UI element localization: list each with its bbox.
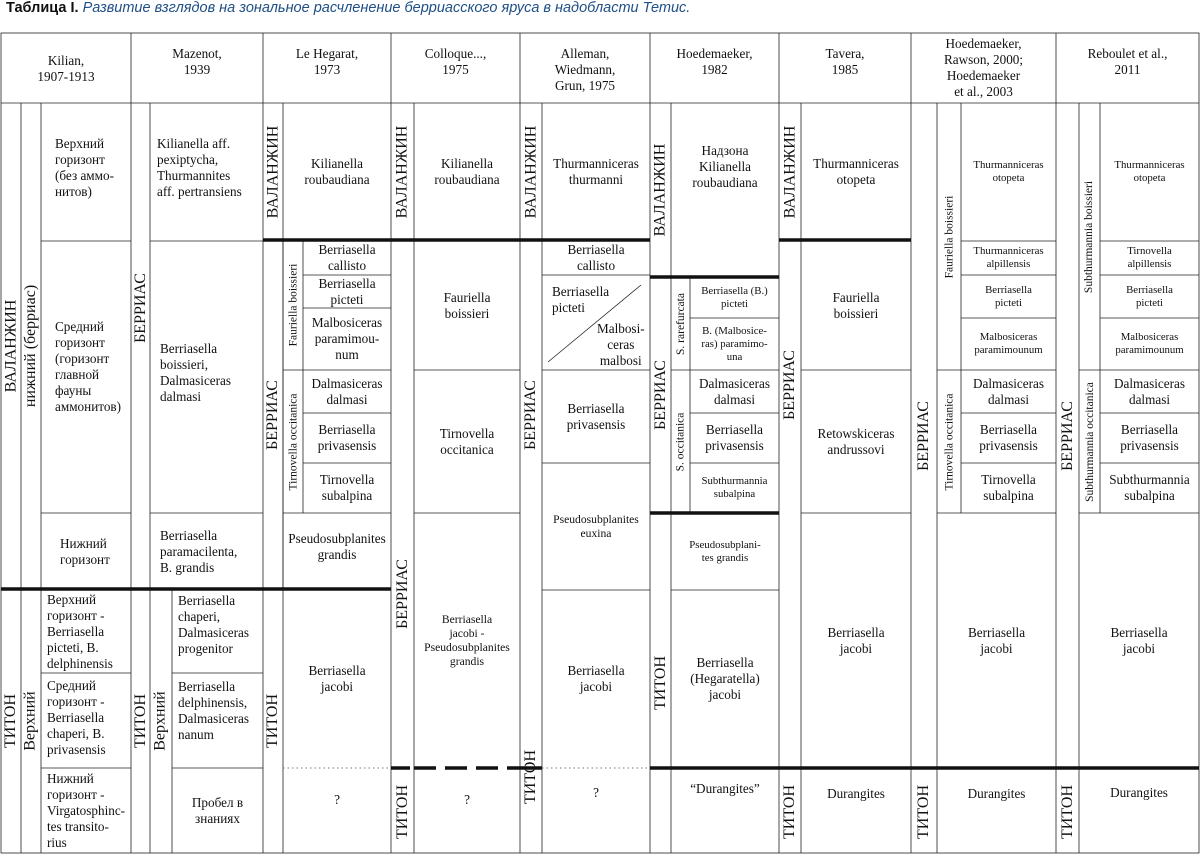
hegarat-occitanica-zone: Tirnovella occitanica (287, 393, 300, 490)
tavera-titon-label: ТИТОН (781, 784, 798, 839)
header-tavera: Tavera, 1985 (825, 46, 865, 77)
kilian-titon-label: ТИТОН (2, 694, 19, 748)
hoed82-zone-jacobi: Berriasella (Hegaratella) jacobi (690, 655, 760, 702)
mazenot-titon-label: ТИТОН (131, 694, 149, 748)
tavera-berrias-label: БЕРРИАС (781, 350, 798, 420)
alleman-berrias-label: БЕРРИАС (522, 379, 539, 450)
reboulet-berrias-label: БЕРРИАС (1058, 400, 1076, 471)
tavera-zone-boissieri: Fauriella boissieri (832, 289, 880, 321)
caption-label: Таблица I. (6, 0, 79, 16)
header-mazenot: Mazenot, 1939 (172, 46, 222, 77)
alleman-zone-picteti: Berriasella picteti (552, 284, 610, 315)
caption-title: Развитие взглядов на зональное расчленение берриасского яруса в надобласти Тетис. (82, 0, 691, 16)
hegarat-subzone-dalmasi: Dalmasiceras dalmasi (311, 375, 383, 407)
tavera-valanzhin-label: ВАЛАНЖИН (781, 125, 798, 218)
hoed2000-boissieri-zone: Fauriella boissieri (943, 195, 955, 278)
reboulet-subzone-otopeta: Thurmanniceras otopeta (1114, 159, 1185, 184)
reboulet-subzone-dalmasi: Dalmasiceras dalmasi (1113, 375, 1186, 407)
reboulet-boissieri-zone: Subthurmannia boissieri (1083, 180, 1096, 293)
reboulet-subzone-subalpina: Subthurmannia subalpina (1109, 472, 1190, 503)
colloque-titon-label: ТИТОН (393, 784, 411, 839)
alleman-zone-privasensis: Berriasella privasensis (566, 400, 626, 432)
kilian-upper-titon-label: Верхний (22, 691, 39, 751)
hoed82-rarefurcata-zone: S. rarefurcata (674, 292, 687, 355)
alleman-zone-callisto: Berriasella callisto (567, 242, 625, 273)
tavera-zone-jacobi: Berriasella jacobi (827, 624, 885, 656)
hoed2000-zone-jacobi: Berriasella jacobi (967, 624, 1026, 656)
header-hoedemaeker-1982: Hoedemaeker, 1982 (676, 46, 753, 77)
colloque-zone-jacobi-grandis: Berriasella jacobi - Pseudosubplanites grandis (424, 612, 510, 668)
hoed2000-subzone-picteti: Berriasella picteti (985, 283, 1032, 309)
hegarat-subzone-subalpina: Tirnovella subalpina (319, 472, 375, 503)
mazenot-lower: Berriasella paramacilenta, B. grandis (160, 528, 238, 575)
header-le-hegarat: Le Hegarat, 1973 (295, 46, 359, 77)
mazenot-upper-titon-label: Верхний (152, 691, 169, 751)
mazenot-middle: Berriasella boissieri, Dalmasiceras dalmasi (160, 341, 232, 404)
hoed82-zone-grandis: Pseudosubplani- tes grandis (689, 539, 761, 564)
hoed82-subzone-picteti: Berriasella (B.) picteti (701, 285, 768, 310)
hoed82-durangites: “Durangites” (690, 781, 760, 796)
header-hoedemaeker-2000: Hoedemaeker, Rawson, 2000; Hoedemaeker et al., 2003 (943, 36, 1024, 99)
reboulet-zone-jacobi: Berriasella jacobi (1110, 624, 1168, 656)
mazenot-berrias-label: БЕРРИАС (131, 273, 149, 343)
reboulet-titon-label: ТИТОН (1058, 784, 1076, 839)
hoed2000-subzone-dalmasi: Dalmasiceras dalmasi (972, 375, 1045, 407)
hoed82-valanzhin-zone: Надзона Kilianella roubaudiana (692, 143, 758, 190)
reboulet-durangites: Durangites (1110, 785, 1168, 800)
tavera-valanzhin-zone: Thurmanniceras otopeta (813, 155, 899, 187)
alleman-titon-label: ТИТОН (522, 749, 539, 804)
hoed2000-titon-label: ТИТОН (915, 784, 932, 839)
mazenot-upper: Kilianella aff. pexiptycha, Thurmannites aff. pertransiens (157, 136, 242, 199)
colloque-zone-occitanica: Tirnovella occitanica (439, 425, 495, 457)
reboulet-subzone-privasensis: Berriasella privasensis (1120, 422, 1179, 453)
kilian-titon-middle-horizon: Средний горизонт - Berriasella chaperi, B. privasensis (47, 678, 106, 757)
hoed82-occitanica-zone: S. occitanica (674, 412, 687, 471)
hegarat-subzone-privasensis: Berriasella privasensis (317, 422, 377, 453)
kilian-titon-upper-horizon: Верхний горизонт - Berriasella picteti, B. delphinensis (47, 592, 113, 671)
hoed2000-subzone-privasensis: Berriasella privasensis (979, 422, 1038, 453)
hegarat-zone-jacobi: Berriasella jacobi (308, 663, 366, 694)
hegarat-valanzhin-label: ВАЛАНЖИН (264, 125, 281, 218)
mazenot-titon-upper: Berriasella chaperi, Dalmasiceras progenitor (178, 593, 250, 656)
hoed82-subzone-privasensis: Berriasella privasensis (705, 422, 764, 453)
alleman-question: ? (593, 784, 599, 800)
hoed82-subzone-subalpina: Subthurmannia subalpina (701, 475, 768, 500)
hoed2000-subzone-subalpina: Tirnovella subalpina (981, 472, 1036, 503)
hegarat-subzone-callisto: Berriasella callisto (318, 242, 376, 273)
alleman-valanzhin-zone: Thurmanniceras thurmanni (553, 155, 639, 187)
hegarat-valanzhin-zone: Kilianella roubaudiana (304, 155, 370, 187)
reboulet-occitanica-zone: Subthurmannia occitanica (1083, 381, 1096, 502)
alleman-zone-euxina: Pseudosubplanites euxina (553, 512, 639, 540)
hoed2000-subzone-paramimounum: Malbosiceras paramimounum (974, 331, 1043, 356)
alleman-zone-malbosi: Malbosi- ceras malbosi (597, 321, 645, 368)
alleman-valanzhin-label: ВАЛАНЖИН (522, 125, 539, 218)
colloque-berrias-label: БЕРРИАС (393, 559, 411, 629)
colloque-question: ? (464, 792, 470, 807)
hegarat-titon-label: ТИТОН (264, 694, 281, 748)
header-kilian: Kilian, 1907-1913 (37, 53, 95, 84)
tavera-durangites: Durangites (827, 786, 885, 801)
colloque-valanzhin-label: ВАЛАНЖИН (393, 125, 411, 218)
hegarat-question: ? (334, 792, 340, 807)
mazenot-titon-middle: Berriasella delphinensis, Dalmasiceras nanum (178, 679, 250, 742)
colloque-valanzhin-zone: Kilianella roubaudiana (434, 155, 500, 187)
hegarat-subzone-paramimounum: Malbosiceras paramimou- num (311, 315, 383, 362)
hoed82-berrias-label: БЕРРИАС (651, 360, 669, 430)
kilian-valanzhin-label: ВАЛАНЖИН (2, 299, 19, 393)
colloque-zone-boissieri: Fauriella boissieri (443, 289, 491, 321)
hegarat-zone-grandis: Pseudosubplanites grandis (288, 531, 386, 562)
header-colloque: Colloque..., 1975 (424, 46, 487, 77)
alleman-zone-jacobi: Berriasella jacobi (567, 663, 625, 694)
hoed82-subzone-dalmasi: Dalmasiceras dalmasi (698, 375, 771, 407)
reboulet-subzone-paramimounum: Malbosiceras paramimounum (1115, 331, 1184, 356)
hoed82-titon-label: ТИТОН (651, 656, 669, 710)
hoed2000-subzone-alpillensis: Thurmanniceras alpillensis (973, 245, 1044, 270)
kilian-middle-horizon: Средний горизонт (горизонт главной фауны аммонитов) (55, 319, 122, 414)
kilian-upper-horizon: Верхний горизонт (без аммо- нитов) (55, 136, 114, 199)
tavera-zone-retowskiceras: Retowskiceras andrussovi (817, 425, 895, 457)
hoed2000-berrias-label: БЕРРИАС (915, 400, 932, 471)
hoed2000-durangites: Durangites (967, 786, 1026, 801)
hoed82-valanzhin-label: ВАЛАНЖИН (651, 143, 669, 237)
mazenot-titon-lower: Пробел в знаниях (191, 794, 244, 826)
kilian-titon-lower-horizon: Нижний горизонт - Virgatosphinc- tes transito- rius (47, 771, 126, 850)
hegarat-subzone-picteti: Berriasella picteti (318, 275, 376, 307)
header-reboulet: Reboulet et al., 2011 (1087, 46, 1168, 77)
kilian-lower-horizon: Нижний горизонт (60, 536, 110, 567)
kilian-lower-berrias-label: нижний (берриас) (22, 284, 40, 408)
reboulet-subzone-picteti: Berriasella picteti (1126, 283, 1173, 309)
hoed82-subzone-paramimouna: B. (Malbosice- ras) paramimo- una (701, 324, 768, 363)
hoed2000-subzone-otopeta: Thurmanniceras otopeta (973, 159, 1044, 184)
header-alleman: Alleman, Wiedmann, Grun, 1975 (554, 46, 616, 93)
hegarat-berrias-label: БЕРРИАС (264, 379, 281, 450)
reboulet-subzone-alpillensis: Tirnovella alpillensis (1127, 245, 1172, 270)
hoed2000-occitanica-zone: Tirnovella occitanica (943, 393, 956, 490)
hegarat-boissieri-zone: Fauriella boissieri (287, 263, 299, 347)
